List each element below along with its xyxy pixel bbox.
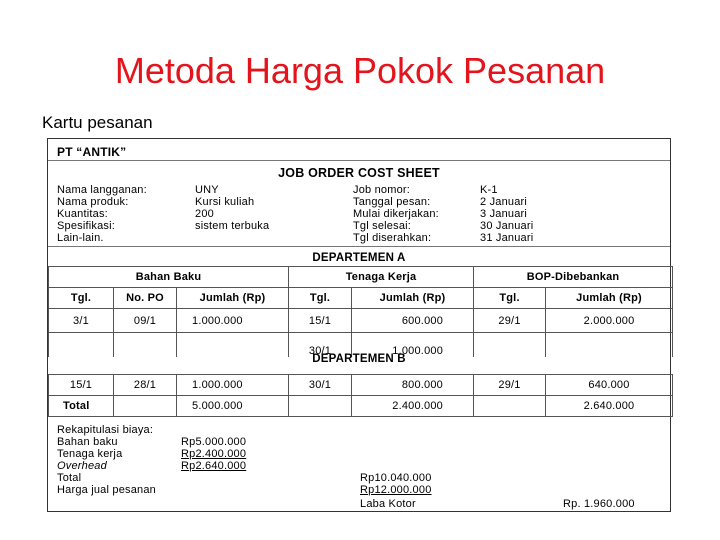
info-value: Kursi kuliah xyxy=(195,196,255,208)
table-cell: 1.000.000 xyxy=(177,309,289,333)
recap-profit-label: Laba Kotor xyxy=(360,498,416,510)
group-header: Bahan Baku xyxy=(49,267,289,288)
column-header: Tgl. xyxy=(49,288,114,309)
slide-title: Metoda Harga Pokok Pesanan xyxy=(114,50,606,91)
info-row: Spesifikasi: xyxy=(57,220,116,232)
recap-label: Tenaga kerja xyxy=(57,448,123,460)
recap-label: Overhead xyxy=(57,460,107,472)
column-header: Jumlah (Rp) xyxy=(352,288,474,309)
recap-value: Rp5.000.000 xyxy=(181,436,247,448)
table-cell: 28/1 xyxy=(114,375,177,396)
dept-a-table xyxy=(48,266,673,357)
recap-title: Rekapitulasi biaya: xyxy=(57,424,154,436)
column-header: No. PO xyxy=(114,288,177,309)
table-cell: 3/1 xyxy=(49,309,114,333)
recap-value: Rp2.640.000 xyxy=(181,460,247,472)
divider xyxy=(48,246,670,247)
table-cell: 1.000.000 xyxy=(352,333,474,357)
info-row: Tanggal pesan: xyxy=(353,196,431,208)
table-cell: 800.000 xyxy=(352,375,474,396)
table-cell: 09/1 xyxy=(114,309,177,333)
table-cell: 29/1 xyxy=(474,375,546,396)
table-cell: 29/1 xyxy=(474,309,546,333)
info-value: 2 Januari xyxy=(480,196,528,208)
group-header: Tenaga Kerja xyxy=(289,267,474,288)
info-value: K-1 xyxy=(480,184,498,196)
table-cell: 15/1 xyxy=(289,309,352,333)
table-cell: 640.000 xyxy=(546,375,673,396)
table-cell: 1.000.000 xyxy=(177,375,289,396)
divider xyxy=(48,160,670,161)
info-row: Mulai dikerjakan: xyxy=(353,208,439,220)
info-row: Tgl selesai: xyxy=(353,220,412,232)
job-order-cost-sheet xyxy=(47,138,671,512)
info-row: Job nomor: xyxy=(353,184,411,196)
dept-b-title: DEPARTEMEN B xyxy=(312,353,406,365)
info-value: 3 Januari xyxy=(480,208,528,220)
table-cell: 600.000 xyxy=(352,309,474,333)
info-row: Nama langganan: xyxy=(57,184,147,196)
total-label: Total xyxy=(49,396,114,417)
column-header: Tgl. xyxy=(289,288,352,309)
recap-profit-value: Rp. 1.960.000 xyxy=(563,498,635,510)
column-header: Jumlah (Rp) xyxy=(177,288,289,309)
total-value: 2.400.000 xyxy=(352,396,474,417)
company-name: PT “ANTIK” xyxy=(57,145,127,159)
recap-total-label: Total xyxy=(57,472,82,484)
recap-value: Rp2.400.000 xyxy=(181,448,247,460)
table-cell xyxy=(474,396,546,417)
table-cell: 30/1 xyxy=(289,333,352,357)
info-value: 200 xyxy=(195,208,214,220)
table-cell: 30/1 xyxy=(289,375,352,396)
total-value: 5.000.000 xyxy=(177,396,289,417)
total-row xyxy=(49,396,673,417)
recap-sale-value: Rp12.000.000 xyxy=(360,484,432,496)
column-header-row xyxy=(49,288,673,309)
table-cell xyxy=(289,396,352,417)
info-row: Tgl diserahkan: xyxy=(353,232,432,244)
column-header: Jumlah (Rp) xyxy=(546,288,673,309)
slide-subtitle: Kartu pesanan xyxy=(42,113,153,132)
total-value: 2.640.000 xyxy=(546,396,673,417)
recap-label: Bahan baku xyxy=(57,436,118,448)
table-cell: 15/1 xyxy=(49,375,114,396)
recap-total-value: Rp10.040.000 xyxy=(360,472,432,484)
info-value: 30 Januari xyxy=(480,220,534,232)
info-row: Nama produk: xyxy=(57,196,129,208)
table-cell xyxy=(114,396,177,417)
dept-a-title: DEPARTEMEN A xyxy=(312,252,406,264)
group-header-row xyxy=(49,267,673,288)
info-value: 31 Januari xyxy=(480,232,534,244)
info-row: Kuantitas: xyxy=(57,208,108,220)
info-row: Lain-lain. xyxy=(57,232,104,244)
info-value: sistem terbuka xyxy=(195,220,270,232)
info-value: UNY xyxy=(195,184,219,196)
table-row xyxy=(49,309,673,333)
sheet-title: JOB ORDER COST SHEET xyxy=(278,166,440,180)
table-row xyxy=(49,375,673,396)
dept-b-table xyxy=(48,374,673,417)
table-cell: 2.000.000 xyxy=(546,309,673,333)
column-header: Tgl. xyxy=(474,288,546,309)
recap-sale-label: Harga jual pesanan xyxy=(57,484,157,496)
group-header: BOP-Dibebankan xyxy=(474,267,673,288)
